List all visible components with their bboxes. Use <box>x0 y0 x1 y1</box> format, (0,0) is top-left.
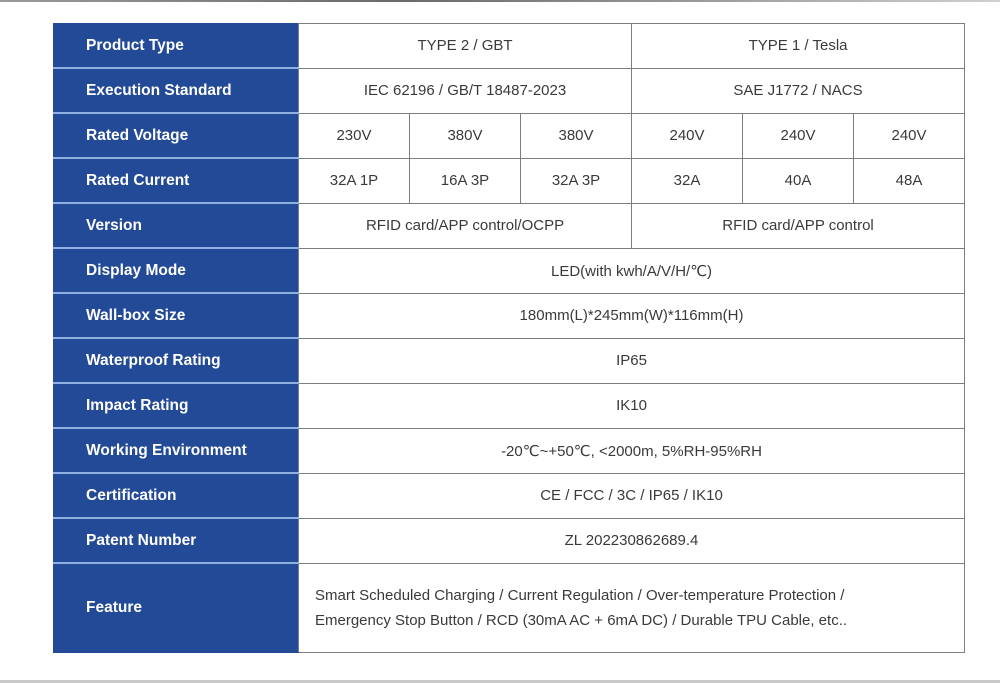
cell-rated-voltage: 240V <box>743 113 854 158</box>
label-rated-voltage: Rated Voltage <box>54 113 299 158</box>
cell-patent-number: ZL 202230862689.4 <box>299 518 965 563</box>
row-product-type <box>54 24 965 69</box>
cell-rated-current: 32A 3P <box>521 158 632 203</box>
label-version: Version <box>54 203 299 248</box>
cell-rated-voltage: 240V <box>854 113 965 158</box>
label-working-environment: Working Environment <box>54 428 299 473</box>
label-impact-rating: Impact Rating <box>54 383 299 428</box>
cell-version-right: RFID card/APP control <box>632 203 965 248</box>
label-wall-box-size: Wall-box Size <box>54 293 299 338</box>
row-waterproof-rating <box>54 338 965 383</box>
label-display-mode: Display Mode <box>54 248 299 293</box>
label-rated-current: Rated Current <box>54 158 299 203</box>
cell-rated-voltage: 230V <box>299 113 410 158</box>
cell-product-type-right: TYPE 1 / Tesla <box>632 24 965 69</box>
cell-version-left: RFID card/APP control/OCPP <box>299 203 632 248</box>
cell-product-type-left: TYPE 2 / GBT <box>299 24 632 69</box>
label-patent-number: Patent Number <box>54 518 299 563</box>
row-patent-number <box>54 518 965 563</box>
top-edge-line <box>0 0 1000 2</box>
row-execution-standard <box>54 68 965 113</box>
row-rated-voltage <box>54 113 965 158</box>
cell-rated-voltage: 240V <box>632 113 743 158</box>
label-product-type: Product Type <box>54 24 299 69</box>
row-display-mode <box>54 248 965 293</box>
row-impact-rating <box>54 383 965 428</box>
row-certification <box>54 473 965 518</box>
cell-rated-current: 48A <box>854 158 965 203</box>
cell-feature <box>299 563 965 653</box>
feature-line-2: Emergency Stop Button / RCD (30mA AC + 6mA DC) / Durable TPU Cable, etc.. <box>315 611 848 629</box>
label-waterproof-rating: Waterproof Rating <box>54 338 299 383</box>
cell-waterproof-rating: IP65 <box>299 338 965 383</box>
cell-display-mode: LED(with kwh/A/V/H/℃) <box>299 248 965 293</box>
feature-line-1: Smart Scheduled Charging / Current Regulation / Over-temperature Protection / <box>315 586 845 604</box>
spec-table <box>53 23 965 653</box>
cell-certification: CE / FCC / 3C / IP65 / IK10 <box>299 473 965 518</box>
row-wall-box-size <box>54 293 965 338</box>
row-working-environment <box>54 428 965 473</box>
cell-rated-current: 32A 1P <box>299 158 410 203</box>
label-feature: Feature <box>54 563 299 653</box>
cell-rated-current: 16A 3P <box>410 158 521 203</box>
row-version <box>54 203 965 248</box>
cell-rated-current: 40A <box>743 158 854 203</box>
cell-execution-standard-left: IEC 62196 / GB/T 18487-2023 <box>299 68 632 113</box>
cell-rated-voltage: 380V <box>410 113 521 158</box>
cell-rated-current: 32A <box>632 158 743 203</box>
row-feature <box>54 563 965 653</box>
cell-working-environment: -20℃~+50℃, <2000m, 5%RH-95%RH <box>299 428 965 473</box>
cell-impact-rating: IK10 <box>299 383 965 428</box>
cell-execution-standard-right: SAE J1772 / NACS <box>632 68 965 113</box>
label-certification: Certification <box>54 473 299 518</box>
label-execution-standard: Execution Standard <box>54 68 299 113</box>
cell-rated-voltage: 380V <box>521 113 632 158</box>
row-rated-current <box>54 158 965 203</box>
cell-wall-box-size: 180mm(L)*245mm(W)*116mm(H) <box>299 293 965 338</box>
